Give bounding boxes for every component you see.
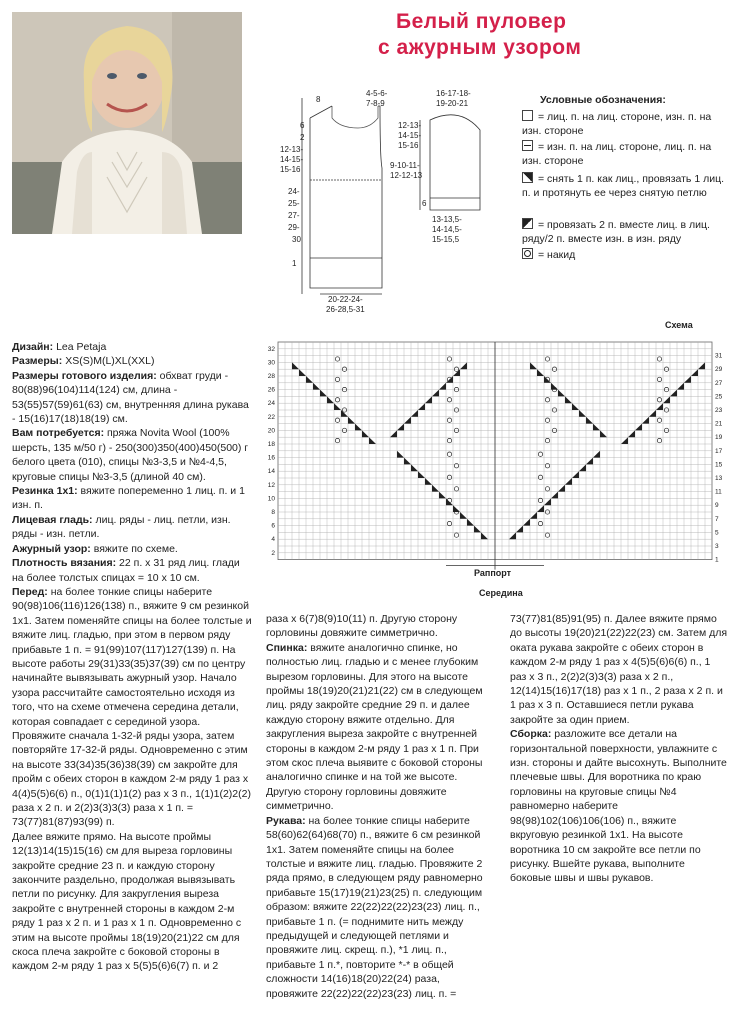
paragraph-text: на более тонкие спицы наберите 58(60)62(64)68(70) п., вяжите 6 см резинкой 1х1. Затем поменяйте спицы на более толстые и вяжите лиц. гладью. Провяжите 2 ряда прямо, в следующем ряду равномерно прибавьте 15(17)19(21)23(25) п. следующим образом: вяжите 22(22)22(22)23(23) лиц. п., прибавьте 1 п. (= поднимите нить между предыдущей и следующей петлями и провяжите лиц. скрещ. п.), *1 лиц. п., прибавьте 1 п.*, повторите *-* в общей сложности 14(16)18(20)22(24) раза, провяжите 22(22)22(22)23(23) лиц. п. = [266, 814, 483, 1000]
instruction-paragraph [12, 830, 252, 974]
paragraph-heading: Плотность вязания: [12, 557, 117, 570]
legend-item-k2tog: = провязать 2 п. вместе лиц. в лиц. ряду/2 п. вместе изн. в изн. ряду [522, 219, 710, 245]
instruction-paragraph [12, 340, 252, 354]
paragraph-heading: Ажурный узор: [12, 542, 91, 555]
chart-row-number: 8 [271, 509, 275, 516]
chart-row-number: 24 [267, 400, 275, 408]
dim-label: 29- [288, 223, 300, 232]
paragraph-text: вяжите попеременно 1 лиц. п. и 1 изн. п. [12, 485, 245, 512]
chart-row-number: 2 [271, 549, 275, 557]
right-triangle-icon [522, 218, 533, 229]
paragraph-heading: Размеры готового изделия: [12, 369, 157, 382]
dash-square-icon [522, 140, 533, 151]
dim-label: 20-22-24- [328, 295, 363, 304]
text-column-1 [12, 340, 252, 974]
legend-item-ssk: = снять 1 п. как лиц., провязать 1 лиц. п. и протянуть ее через снятую петлю [522, 173, 725, 199]
chart-row-number: 5 [715, 529, 719, 537]
instruction-paragraph [510, 612, 728, 727]
instruction-paragraph [12, 426, 252, 484]
chart-row-number: 26 [267, 386, 275, 394]
instruction-paragraph [12, 484, 252, 513]
dim-label: 15-15,5 [432, 235, 460, 244]
dim-label: 30 [292, 235, 301, 244]
paragraph-heading: Спинка: [266, 641, 308, 654]
paragraph-heading: Перед: [12, 585, 48, 598]
chart-row-number: 28 [267, 373, 275, 380]
instruction-paragraph [266, 612, 490, 641]
chart-row-number: 23 [715, 407, 723, 414]
dim-label: 12-13- [398, 121, 422, 130]
chart-row-number: 3 [715, 543, 719, 550]
chart-row-number: 7 [715, 515, 719, 523]
instruction-paragraph [12, 513, 252, 542]
model-photo-illustration [12, 12, 242, 234]
dim-label: 24- [288, 187, 300, 196]
dim-label: 4-5-6- [366, 89, 388, 98]
paragraph-text: на более тонкие спицы наберите 90(98)106(116)126(138) п., вяжите 9 см резинкой 1х1. Затем поменяйте спицы на более толстые и вяжите лиц. гладью, при этом в первом ряду прибавьте 1 п. = 91(99)107(117)127(139) п. На высоте работы 29(31)33(35)37(39) см по центру начинайте вывязывать ажурный узор. Начало узора рассчитайте самостоятельно исходя из того, что на схеме отмечена середина детали, которая совпадает с серединой узора. Провяжите сначала 1-32-й ряды узора, затем повторяйте 17-32-й ряды. Одновременно с этим на высоте 33(34)35(36)38(39) см закройте для пройм с обеих сторон в каждом 2-м ряду 1 раз х 4(4)5(5)6(6) п., 0(1)1(1)1(2) раз х 3 п., 1(1)1(2)2(2) раза х 2 п. и 2(2)3(3)3(3) раза х 1 п. = 73(77)81(87)93(99) п. [12, 585, 252, 829]
dim-label: 6 [422, 199, 427, 208]
chart-row-number: 9 [715, 502, 719, 510]
instruction-paragraph [266, 814, 490, 1001]
chart-row-number: 31 [715, 352, 723, 360]
paragraph-text: Далее вяжите прямо. На высоте проймы 12(13)14(15)15(16) см для выреза горловины закройте средние 23 п. и каждую сторону закончите раздельно, продолжая вывязывать петли по рисунку. Для закругления выреза закройте с внутренней стороны в каждом 2-м ряду 1 раз х 2 п. и 1 раз х 1 п. Одновременно с этим на высоте проймы 18(19)20(21)22 см для скоса плеча закройте с боковой стороны в каждом 2-м ряду 1 раз х 5(5)5(6)6(7) п. и 2 [12, 830, 242, 973]
instruction-paragraph [12, 585, 252, 830]
dim-label: 1 [292, 259, 297, 268]
chart-row-number: 13 [715, 475, 723, 482]
instruction-paragraph [12, 556, 252, 585]
garment-schematic [280, 88, 520, 320]
chart-row-number: 20 [267, 427, 275, 435]
paragraph-heading: Размеры: [12, 355, 63, 368]
dim-label: 19-20-21 [436, 99, 469, 108]
paragraph-heading: Вам потребуется: [12, 427, 105, 440]
paragraph-text: вяжите аналогично спинке, но полностью лиц. гладью и с менее глубоким вырезом горловины. Для этого на высоте проймы 18(19)20(21)21(22) см в следующем лиц. ряду закройте средние 29 п. и далее каждую сторону вяжите отдельно. Для закругления выреза закройте с внутренней стороны в каждом 2-м ряду 1 раз х 1 п. При этом скос плеча выявите с боковой стороны аналогично спинке и на той же высоте. Другую сторону горловины довяжите симметрично. [266, 641, 483, 813]
page-title-line2: с ажурным узором [378, 36, 582, 59]
chart-row-number: 30 [267, 359, 275, 367]
chart-row-number: 32 [267, 345, 275, 353]
dim-label: 13-13,5- [432, 215, 462, 224]
chart-row-number: 29 [715, 366, 723, 374]
paragraph-heading: Сборка: [510, 728, 552, 741]
chart-row-number: 22 [267, 413, 275, 421]
paragraph-text: раза х 6(7)8(9)10(11) п. Другую сторону горловины довяжите симметрично. [266, 613, 458, 640]
dim-label: 8 [316, 95, 321, 104]
paragraph-text: 22 п. х 31 ряд лиц. глади на более толстых спицах = 10 х 10 см. [12, 557, 240, 584]
dim-label: 25- [288, 199, 300, 208]
text-column-2 [266, 612, 490, 1001]
chart-label: Схема [665, 320, 693, 330]
chart-row-number: 1 [715, 556, 719, 564]
instruction-paragraph [12, 369, 252, 427]
legend-item-yo: = накид [522, 248, 727, 262]
paragraph-text: 73(77)81(85)91(95) п. Далее вяжите прямо до высоты 19(20)21(22)22(23) см. Затем для оката рукава закройте с обеих сторон в каждом 2-м ряду 1 раз х 4(5)5(6)6(6) п., 1 раз х 3 п., 2(2)2(3)3(3) раза х 2 п., 12(14)15(16)17(18) раз х 1 п., 2 раза х 2 п. и 1 раз х 3 п. Оставшиеся петли рукава закройте за один прием. [510, 613, 728, 726]
chart-row-number: 10 [267, 495, 275, 503]
dim-label: 14-14,5- [432, 225, 462, 234]
legend-title: Условные обозначения: [540, 94, 666, 106]
empty-square-icon [522, 110, 533, 121]
model-photo [12, 12, 242, 234]
chart-row-number: 17 [715, 447, 723, 455]
paragraph-text: разложите все детали на горизонтальной поверхности, увлажните с изн. стороны и дайте высохнуть. Выполните плечевые швы. Для воротника по краю горловины на круговые спицы №4 равномерно наберите 98(98)102(106)106(106) п., вяжите вкруговую резинкой 1х1. На высоте воротника 10 см закройте все петли по рисунку. Вшейте рукава, выполните боковые швы и швы рукавов. [510, 728, 727, 885]
paragraph-heading: Резинка 1х1: [12, 485, 78, 498]
chart-row-number: 18 [267, 441, 275, 448]
paragraph-text: XS(S)M(L)XL(XXL) [62, 355, 155, 368]
knitting-chart [258, 338, 723, 570]
chart-row-number: 19 [715, 434, 723, 442]
dim-label: 16-17-18- [436, 89, 471, 98]
dim-label: 6 [300, 121, 305, 130]
paragraph-text: пряжа Novita Wool (100% шерсть, 135 м/50 г) - 250(300)350(400)450(500) г белого цвета (010), спицы №3-3,5 и №4-4,5, круговые спицы №3-3,5 (длиной 40 см). [12, 427, 249, 483]
dim-label: 15-16 [280, 165, 301, 174]
dim-label: 15-16 [398, 141, 419, 150]
chart-row-number: 15 [715, 461, 723, 469]
paragraph-text: вяжите по схеме. [90, 542, 178, 555]
yarn-over-circle-icon [522, 248, 533, 259]
paragraph-text: Lea Petaja [53, 341, 107, 353]
paragraph-text: обхват груди - 80(88)96(104)114(124) см, длина - 53(55)57(59)61(63) см, внутренняя длина рукава - 15(16)17(18)18(19) см. [12, 369, 249, 426]
instruction-paragraph [510, 727, 728, 885]
dim-label: 14-15- [280, 155, 304, 164]
dim-label: 14-15- [398, 131, 422, 140]
left-triangle-icon [522, 172, 533, 183]
paragraph-heading: Рукава: [266, 814, 306, 827]
chart-row-number: 11 [715, 488, 722, 496]
chart-row-number: 12 [267, 481, 275, 489]
paragraph-heading: Дизайн: [12, 341, 54, 353]
paragraph-heading: Лицевая гладь: [12, 513, 93, 526]
chart-row-number: 25 [715, 393, 723, 401]
legend-item-purl: = изн. п. на лиц. стороне, лиц. п. на изн. стороне [522, 141, 712, 167]
dim-label: 7-8-9 [366, 99, 385, 108]
chart-row-number: 4 [271, 536, 275, 544]
instruction-paragraph [266, 641, 490, 814]
dim-label: 26-28,5-31 [326, 305, 365, 314]
chart-row-number: 16 [267, 454, 275, 462]
chart-row-number: 21 [715, 420, 723, 428]
dim-label: 9-10-11- [390, 161, 420, 170]
instruction-paragraph [12, 542, 252, 556]
instruction-paragraph [12, 354, 252, 368]
dim-label: 12-12-13 [390, 171, 423, 180]
middle-label: Середина [479, 588, 523, 598]
page-title-line1: Белый пуловер [396, 10, 567, 33]
chart-row-number: 27 [715, 379, 723, 387]
paragraph-text: лиц. ряды - лиц. петли, изн. ряды - изн. петли. [12, 513, 231, 541]
dim-label: 2 [300, 133, 305, 142]
chart-row-number: 6 [271, 522, 275, 530]
legend-item-knit: = лиц. п. на лиц. стороне, изн. п. на изн. стороне [522, 111, 712, 137]
dim-label: 27- [288, 211, 300, 220]
dim-label: 12-13- [280, 145, 304, 154]
chart-row-number: 14 [267, 468, 275, 476]
rapport-label: Раппорт [474, 568, 512, 578]
text-column-3 [510, 612, 728, 886]
